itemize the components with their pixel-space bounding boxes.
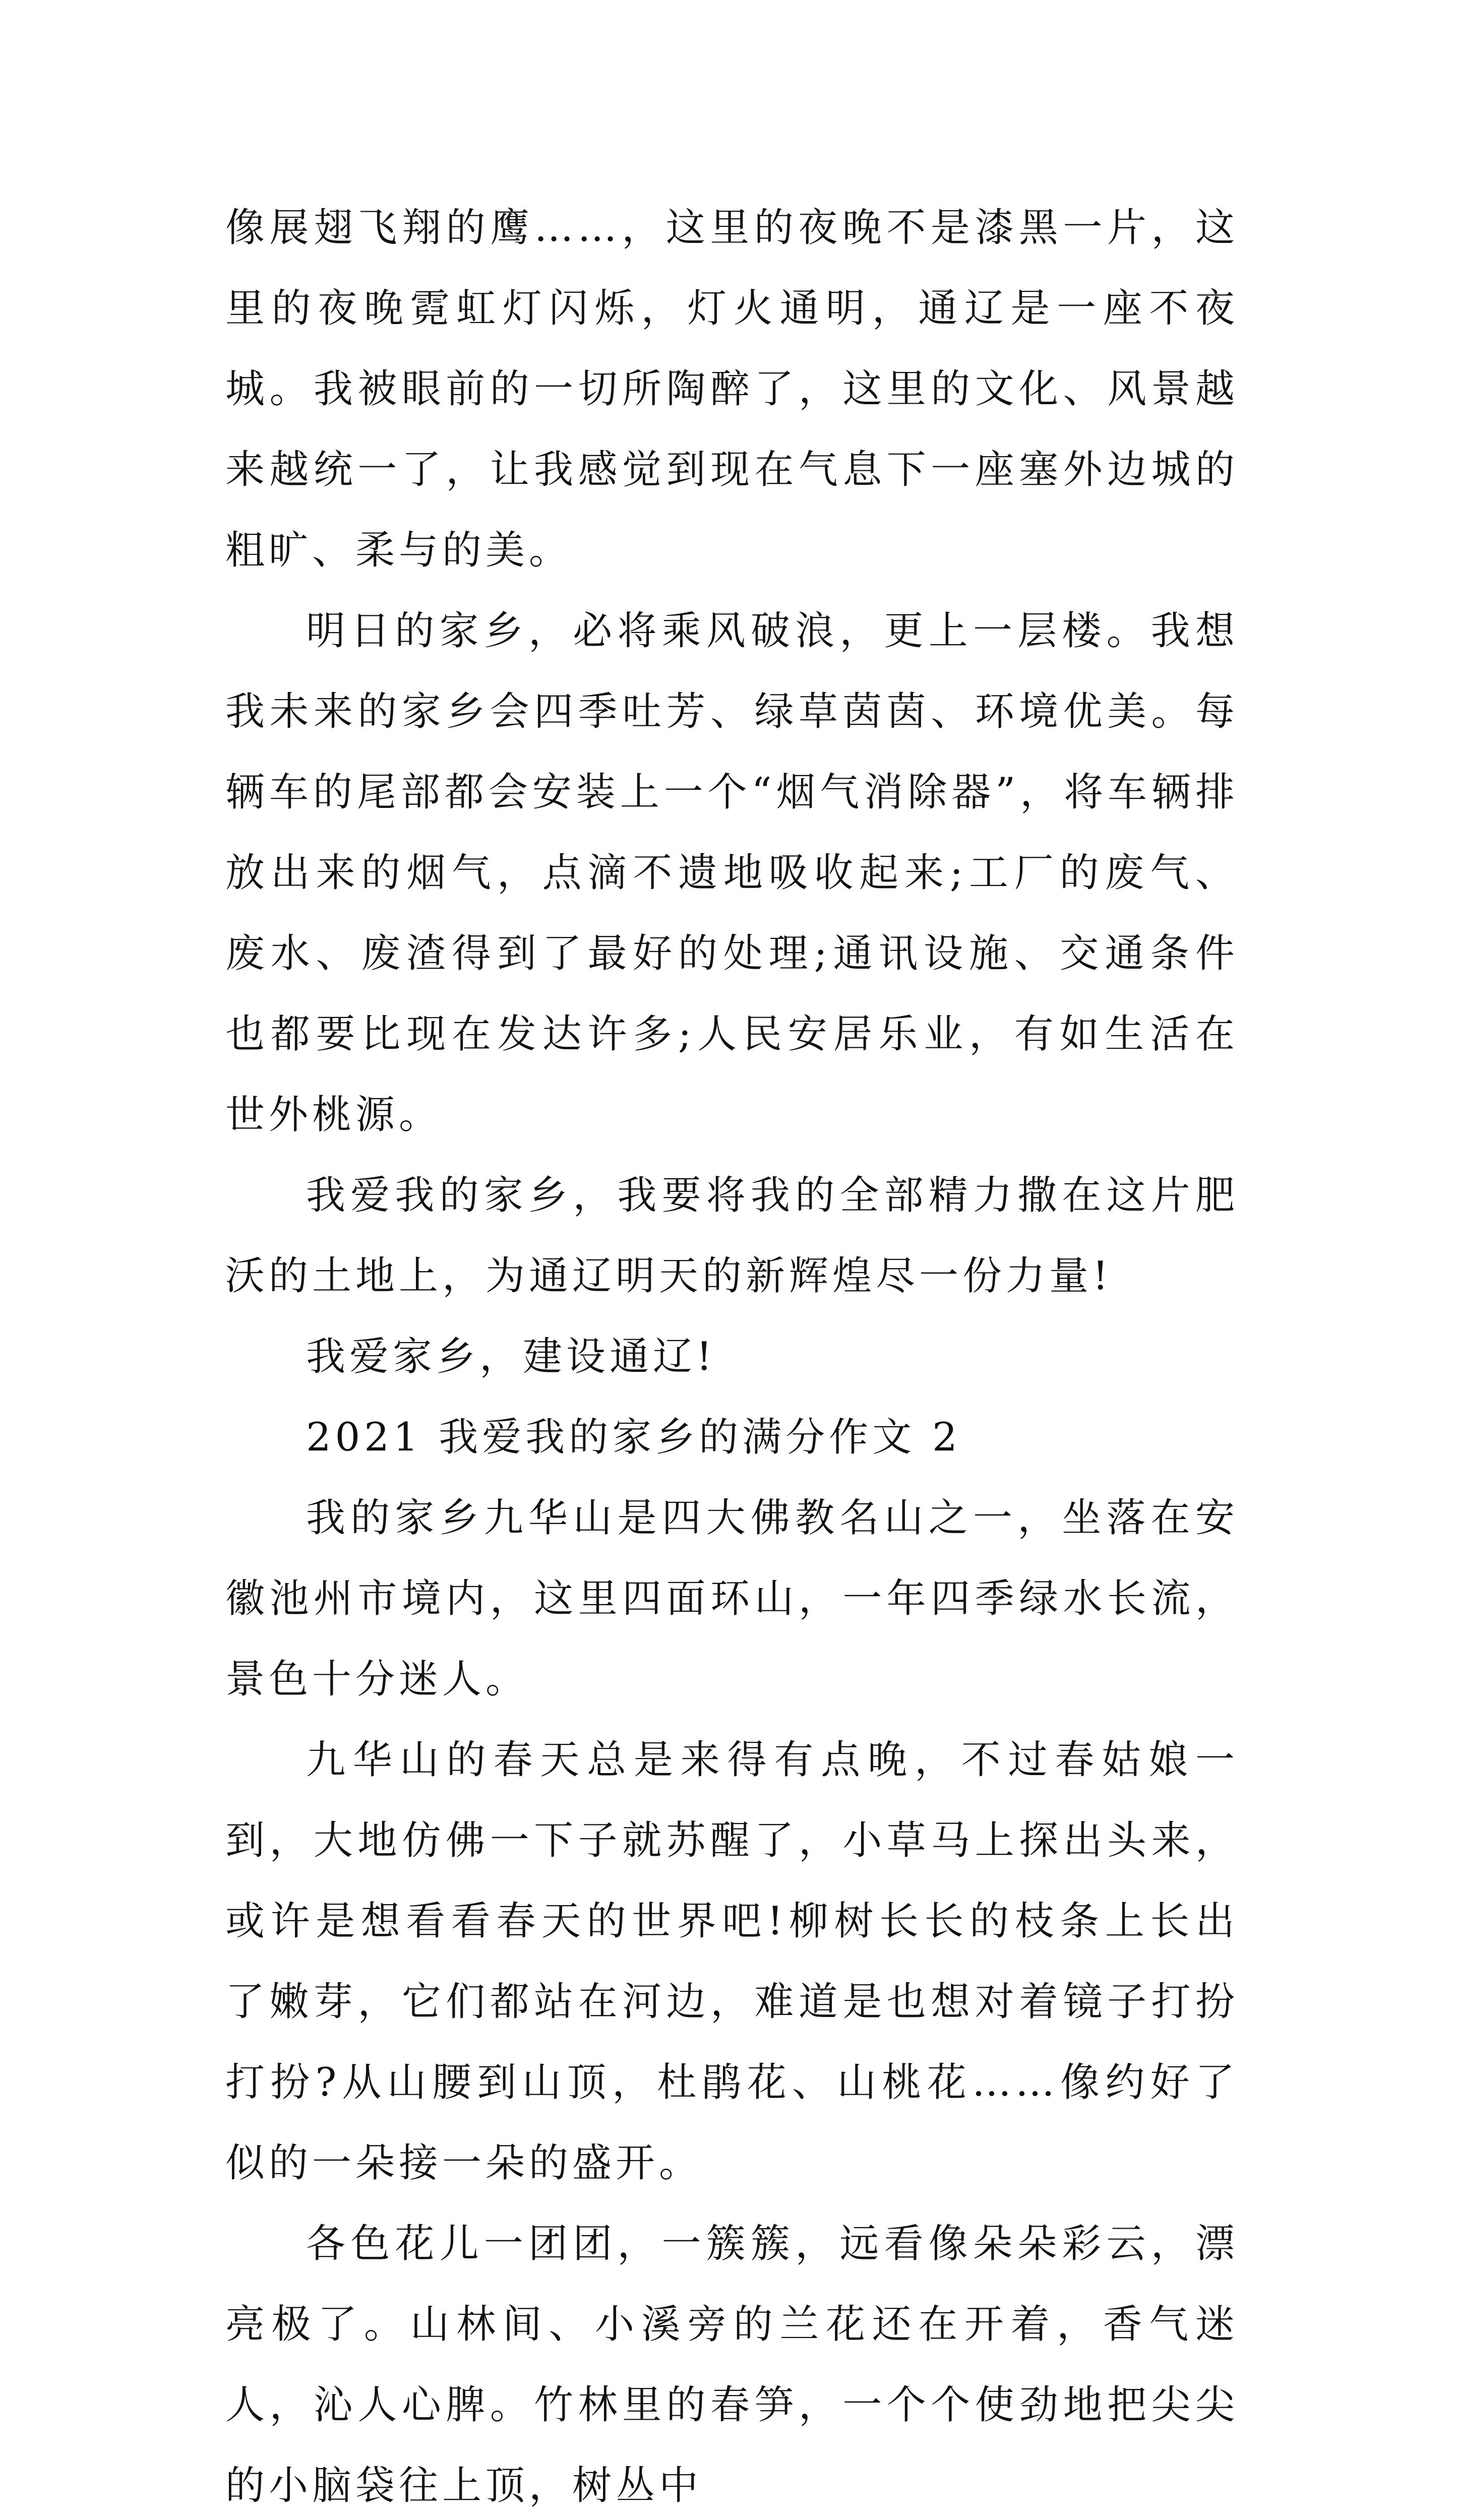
paragraph-4: 我爱家乡，建设通辽! bbox=[306, 1334, 716, 1379]
paragraph-2: 明日的家乡，必将乘风破浪，更上一层楼。我想我未来的家乡会四季吐芳、绿草茵茵、环境优美。每辆车的尾部都会安装上一个“烟气消除器”，将车辆排放出来的烟气，点滴不遗地吸收起来;工厂的废气、废水、废渣得到了最好的处理;通讯设施、交通条件也都要比现在发达许多;人民安居乐业，有如生活在世外桃源。 bbox=[225, 608, 1239, 1138]
paragraph-3: 我爱我的家乡，我要将我的全部精力撒在这片肥沃的土地上，为通辽明天的新辉煌尽一份力量! bbox=[225, 1173, 1239, 1299]
paragraph-5: 我的家乡九华山是四大佛教名山之一，坐落在安徽池州市境内，这里四面环山，一年四季绿水长流，景色十分迷人。 bbox=[225, 1495, 1239, 1702]
section-heading: 2021 我爱我的家乡的满分作文 2 bbox=[306, 1415, 961, 1460]
document-body bbox=[225, 187, 1239, 2520]
paragraph-6: 九华山的春天总是来得有点晚，不过春姑娘一到，大地仿佛一下子就苏醒了，小草马上探出头来，或许是想看看春天的世界吧!柳树长长的枝条上长出了嫩芽，它们都站在河边，难道是也想对着镜子打扮打扮?从山腰到山顶，杜鹃花、山桃花……像约好了似的一朵接一朵的盛开。 bbox=[225, 1737, 1239, 2186]
paragraph-7: 各色花儿一团团，一簇簇，远看像朵朵彩云，漂亮极了。山林间、小溪旁的兰花还在开着，香气迷人，沁人心脾。竹林里的春笋，一个个使劲地把尖尖的小脑袋往上顶，树丛中 bbox=[225, 2221, 1239, 2508]
paragraph-1: 像展翅飞翔的鹰……，这里的夜晚不是漆黑一片，这里的夜晚霓虹灯闪烁，灯火通明，通辽是一座不夜城。我被眼前的一切所陶醉了，这里的文化、风景越来越统一了，让我感觉到现在气息下一座塞外边城的粗旷、柔与的美。 bbox=[225, 205, 1239, 573]
